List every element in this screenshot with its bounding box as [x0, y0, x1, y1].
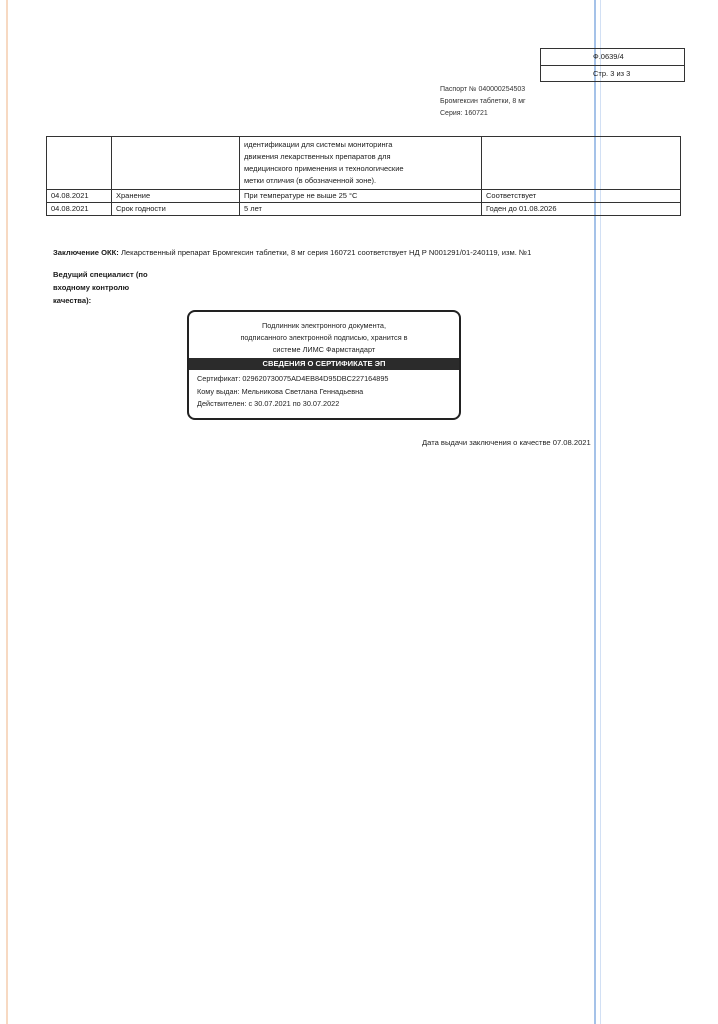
passport-number: Паспорт № 040000254503	[440, 86, 526, 93]
certificate-banner: СВЕДЕНИЯ О СЕРТИФИКАТЕ ЭП	[189, 358, 459, 370]
specialist-line: Ведущий специалист (по	[53, 270, 148, 279]
requirement-line: движения лекарственных препаратов для	[244, 152, 391, 161]
cell-result: Соответствует	[482, 190, 681, 203]
certificate-details	[189, 373, 459, 411]
specialist-line: входному контролю	[53, 283, 130, 292]
page-number: Стр. 3 из 3	[541, 65, 684, 81]
conclusion-text: Лекарственный препарат Бромгексин таблетки, 8 мг серия 160721 соответствует НД Р N001291/01-240119, изм. №1	[118, 248, 532, 257]
cell-requirement: 5 лет	[240, 203, 482, 216]
stamp-note	[189, 320, 459, 356]
stamp-note-line: подписанного электронной подписью, хранится в	[240, 333, 408, 342]
table-row	[47, 137, 681, 190]
cell-date	[47, 137, 112, 190]
specialist-label	[53, 268, 148, 307]
cell-test: Хранение	[112, 190, 240, 203]
form-code-box	[540, 48, 685, 82]
form-code: Ф.0639/4	[593, 52, 624, 61]
conclusion-label: Заключение ОКК:	[53, 248, 119, 257]
electronic-signature-stamp	[187, 310, 461, 420]
requirement-line: метки отличия (в обозначенной зоне).	[244, 176, 377, 185]
scan-edge-left	[6, 0, 8, 1024]
cell-date: 04.08.2021	[47, 203, 112, 216]
certificate-number: Сертификат: 029620730075AD4EB84D95DBC227164895	[197, 374, 389, 383]
cell-test: Срок годности	[112, 203, 240, 216]
requirement-line: идентификации для системы мониторинга	[244, 140, 393, 149]
product-name: Бромгексин таблетки, 8 мг	[440, 98, 526, 105]
requirement-line: медицинского применения и технологические	[244, 164, 404, 173]
cell-date: 04.08.2021	[47, 190, 112, 203]
cell-result: Годен до 01.08.2026	[482, 203, 681, 216]
series-number: Серия: 160721	[440, 110, 488, 117]
passport-header	[440, 84, 526, 120]
specialist-line: качества):	[53, 296, 92, 305]
certificate-owner: Кому выдан: Мельникова Светлана Геннадьевна	[197, 386, 364, 396]
qc-conclusion	[53, 246, 573, 259]
test-results-table	[46, 136, 681, 216]
table-row	[47, 190, 681, 203]
cell-requirement: При температуре не выше 25 °С	[240, 190, 482, 203]
issue-date: Дата выдачи заключения о качестве 07.08.2021	[422, 438, 591, 447]
cell-requirement	[240, 137, 482, 190]
table-row	[47, 203, 681, 216]
cell-result	[482, 137, 681, 190]
cell-test	[112, 137, 240, 190]
stamp-note-line: Подлинник электронного документа,	[261, 321, 386, 330]
stamp-note-line: системе ЛИМС Фармстандарт	[272, 345, 376, 354]
certificate-validity: Действителен: с 30.07.2021 по 30.07.2022	[197, 399, 340, 408]
